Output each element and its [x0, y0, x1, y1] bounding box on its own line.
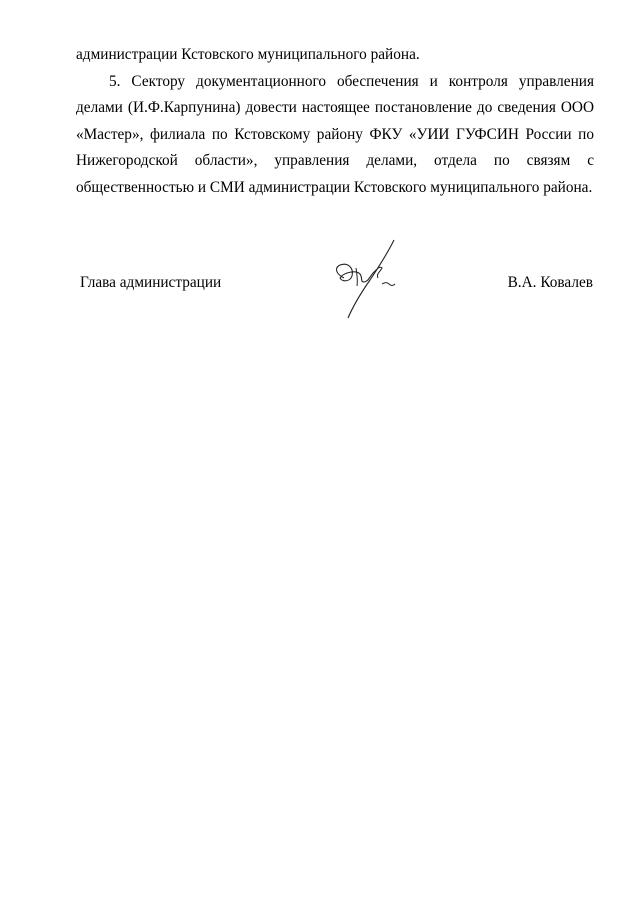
signature-block [0, 270, 640, 330]
signatory-title: Глава администрации [80, 274, 222, 291]
signatory-name: В.А. Ковалев [507, 274, 593, 291]
handwritten-signature [330, 238, 400, 320]
paragraph-item-5: 5. Сектору документационного обеспечения и контроля управления делами (И.Ф.Карпунина) довести настоящее постановление до сведения ООО «Мастер», филиала по Кстовскому району ФКУ «УИИ ГУФСИН России по Нижегородской области», управления делами, отдела по связям с общественностью и СМИ администрации Кстовского муниципального района. [76, 72, 594, 196]
document-body [76, 42, 594, 201]
paragraph-continuation: администрации Кстовского муниципального района. [76, 46, 420, 63]
